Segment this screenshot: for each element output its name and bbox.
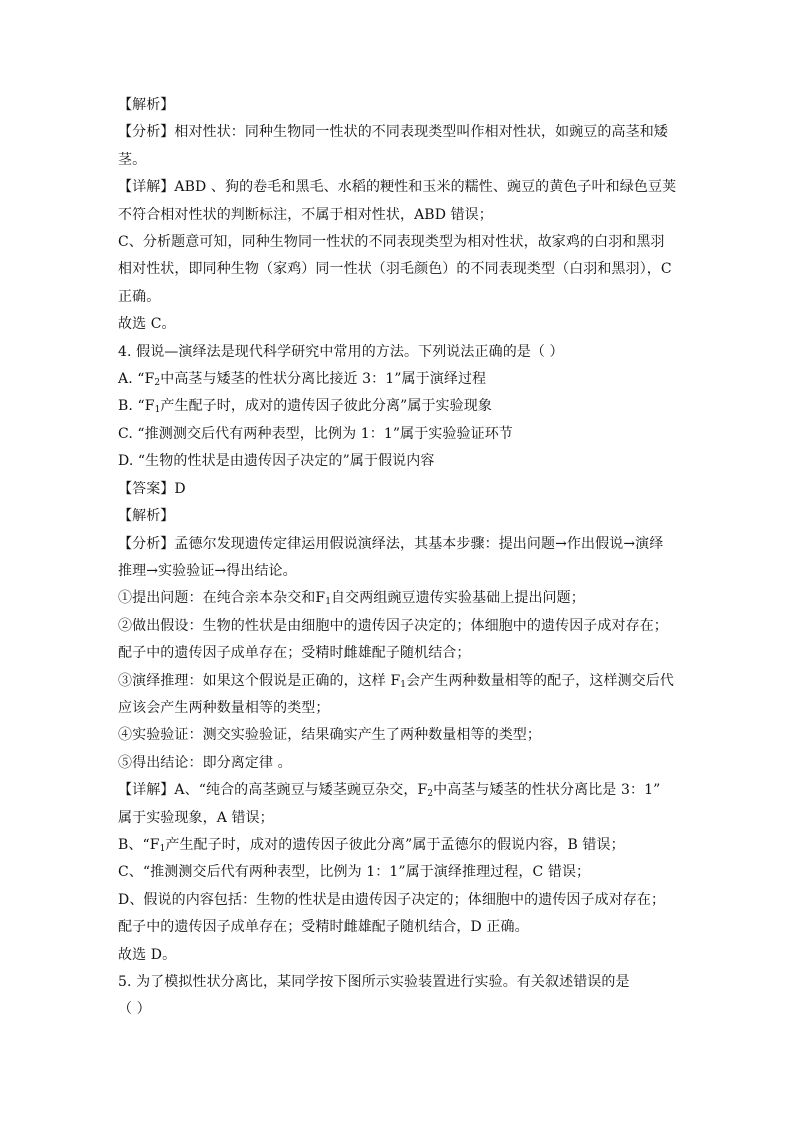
text-line — [118, 366, 678, 393]
text-line — [118, 229, 678, 256]
text-segment: 会产生两种数量相等的配子，这样测交后代 — [406, 672, 674, 689]
subscript: 2 — [154, 378, 161, 389]
text-line — [118, 284, 678, 311]
subscript: 2 — [427, 789, 434, 800]
text-segment: 配子中的遗传因子成单存在；受精时雌雄配子随机结合，D 正确。 — [118, 919, 529, 936]
text-line — [118, 558, 678, 585]
text-segment: 应该会产生两种数量相等的类型； — [118, 699, 330, 716]
text-line — [118, 695, 678, 722]
text-segment: ⑤得出结论：即分离定律 。 — [118, 754, 292, 771]
subscript: 1 — [154, 405, 161, 416]
text-segment: 【详解】ABD 、狗的卷毛和黑毛、水稻的粳性和玉米的糯性、豌豆的黄色子叶和绿色豆荚 — [118, 179, 677, 196]
text-line — [118, 942, 678, 969]
text-line — [118, 859, 678, 886]
text-segment: 自交两组豌豆遗传实验基础上提出问题； — [331, 590, 585, 607]
text-line — [118, 147, 678, 174]
text-segment: ③演绎推理：如果这个假说是正确的，这样 F — [118, 672, 401, 689]
text-line — [118, 92, 678, 119]
text-line — [118, 202, 678, 229]
text-segment: 推理→实验验证→得出结论。 — [118, 562, 297, 579]
text-segment: （ ） — [118, 1001, 151, 1018]
text-line — [118, 832, 678, 859]
text-segment: ②做出假设：生物的性状是由细胞中的遗传因子决定的；体细胞中的遗传因子成对存在； — [118, 617, 668, 634]
text-line — [118, 722, 678, 749]
text-segment: 故选 C。 — [118, 316, 176, 333]
text-line — [118, 421, 678, 448]
text-line — [118, 996, 678, 1023]
text-segment: 中高茎与矮茎的性状分离比接近 3：1”属于演绎过程 — [160, 371, 487, 388]
text-line — [118, 393, 678, 420]
text-segment: 5. 为了模拟性状分离比，某同学按下图所示实验装置进行实验。有关叙述错误的是 — [118, 974, 630, 990]
text-line — [118, 503, 678, 530]
text-segment: 【答案】D — [118, 480, 186, 497]
text-line — [118, 119, 678, 146]
text-line — [118, 805, 678, 832]
text-segment: ④实验验证：测交实验验证，结果确实产生了两种数量相等的类型； — [118, 727, 541, 744]
text-segment: 相对性状，即同种生物（家鸡）同一性状（羽毛颜色）的不同表现类型（白羽和黑羽），C — [118, 261, 672, 278]
text-segment: 属于实验现象，A 错误； — [118, 809, 274, 826]
text-segment: 4. 假说—演绎法是现代科学研究中常用的方法。下列说法正确的是（ ） — [118, 343, 564, 360]
text-segment: 茎。 — [118, 151, 147, 168]
text-segment: C、分析题意可知，同种生物同一性状的不同表现类型为相对性状，故家鸡的白羽和黑羽 — [118, 234, 665, 251]
text-segment: 【解析】 — [118, 508, 175, 525]
text-segment: C. “推测测交后代有两种表型，比例为 1：1”属于实验验证环节 — [118, 425, 513, 442]
document-page — [118, 92, 678, 1024]
text-segment: 【解析】 — [118, 97, 175, 113]
text-line — [118, 969, 678, 996]
text-line — [118, 174, 678, 201]
subscript: 1 — [400, 679, 407, 690]
text-line — [118, 777, 678, 804]
subscript: 1 — [159, 843, 166, 854]
text-line — [118, 531, 678, 558]
text-line — [118, 613, 678, 640]
text-line — [118, 750, 678, 777]
text-segment: 【分析】孟德尔发现遗传定律运用假说演绎法，其基本步骤：提出问题→作出假说→演绎 — [118, 535, 664, 552]
text-line — [118, 640, 678, 667]
text-segment: 中高茎与矮茎的性状分离比是 3：1” — [433, 782, 661, 799]
text-segment: B、“F — [118, 836, 160, 853]
text-segment: 正确。 — [118, 288, 161, 305]
text-segment: 【分析】相对性状：同种生物同一性状的不同表现类型叫作相对性状，如豌豆的高茎和矮 — [118, 124, 668, 141]
text-segment: ①提出问题：在纯合亲本杂交和F — [118, 590, 326, 607]
text-segment: 故选 D。 — [118, 946, 177, 963]
text-line — [118, 476, 678, 503]
text-segment: C、“推测测交后代有两种表型，比例为 1：1”属于演绎推理过程，C 错误； — [118, 864, 591, 881]
text-segment: D、假说的内容包括：生物的性状是由遗传因子决定的；体细胞中的遗传因子成对存在； — [118, 891, 666, 908]
text-segment: 【详解】A、“纯合的高茎豌豆与矮茎豌豆杂交，F — [118, 782, 428, 799]
text-line — [118, 887, 678, 914]
text-line — [118, 256, 678, 283]
text-segment: 不符合相对性状的判断标注，不属于相对性状，ABD 错误； — [118, 206, 493, 223]
text-line — [118, 914, 678, 941]
text-line — [118, 668, 678, 695]
text-segment: B. “F — [118, 398, 155, 415]
text-segment: A. “F — [118, 371, 155, 388]
text-segment: 产生配子时，成对的遗传因子彼此分离”属于孟德尔的假说内容，B 错误； — [165, 836, 625, 853]
text-line — [118, 339, 678, 366]
text-line — [118, 448, 678, 475]
text-line — [118, 585, 678, 612]
text-segment: 配子中的遗传因子成单存在；受精时雌雄配子随机结合； — [118, 645, 471, 662]
text-line — [118, 311, 678, 338]
text-segment: D. “生物的性状是由遗传因子决定的”属于假说内容 — [118, 453, 435, 470]
subscript: 1 — [325, 597, 332, 608]
text-segment: 产生配子时，成对的遗传因子彼此分离”属于实验现象 — [160, 398, 492, 415]
